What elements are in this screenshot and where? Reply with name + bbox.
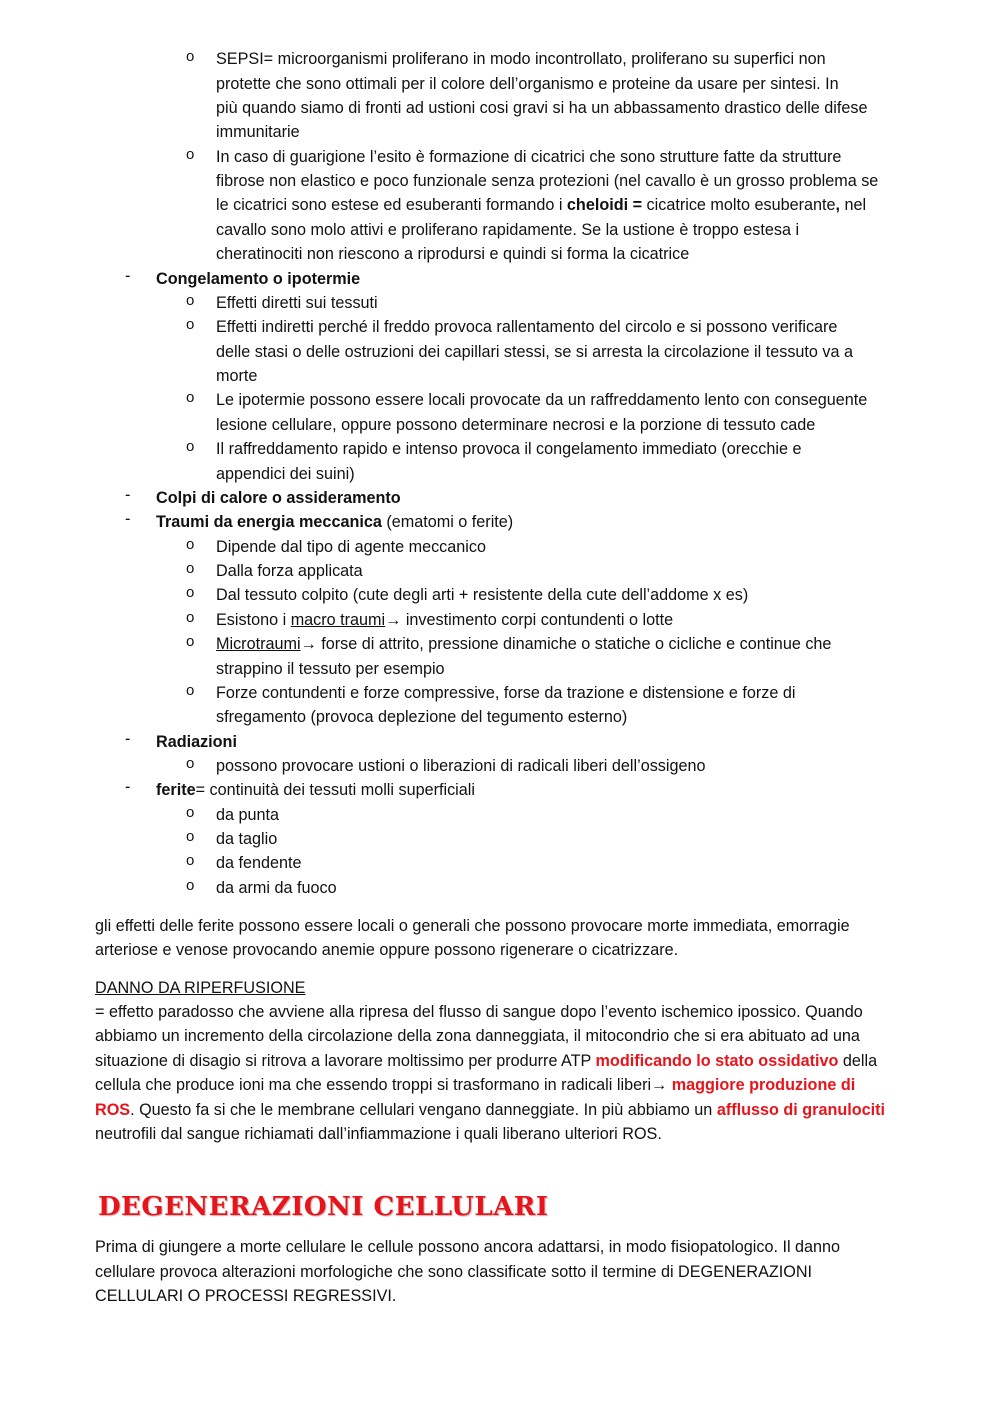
- congelamento-item-4-line-1: Il raffreddamento rapido e intenso provoca il congelamento immediato (orecchie e: [216, 440, 802, 458]
- section-title: DEGENERAZIONI CELLULARI: [98, 1192, 549, 1222]
- dash-bullet: -: [125, 267, 131, 285]
- degenerazioni-line-3: CELLULARI O PROCESSI REGRESSIVI.: [95, 1287, 397, 1305]
- circle-bullet: o: [186, 609, 195, 626]
- circle-bullet: o: [186, 389, 195, 406]
- text-span: le cicatrici sono estese ed esuberanti formando i: [216, 196, 567, 214]
- heading-text: Traumi da energia meccanica: [156, 513, 382, 531]
- circle-bullet: o: [186, 292, 195, 309]
- traumi-item-6-line-1: Forze contundenti e forze compressive, forse da trazione e distensione e forze di: [216, 684, 796, 702]
- heading-text: Congelamento o ipotermie: [156, 270, 361, 288]
- text-span: della: [838, 1052, 878, 1070]
- traumi-item-5-line-1: [216, 632, 831, 656]
- riperfusione-line-1: = effetto paradosso che avviene alla ripresa del flusso di sangue dopo l’evento ischemico ipossico. Quando: [95, 1003, 863, 1021]
- traumi-heading: [156, 510, 513, 534]
- macro-traumi-term: macro traumi: [290, 611, 386, 629]
- circle-bullet: o: [186, 536, 195, 553]
- circle-bullet: o: [186, 682, 195, 699]
- sepsi-line-3: più quando siamo di fronti ad ustioni cosi gravi si ha un abbassamento drastico delle difese: [216, 99, 868, 117]
- circle-bullet: o: [186, 48, 195, 65]
- highlight-text: ROS: [95, 1101, 131, 1119]
- riperfusione-heading: DANNO DA RIPERFUSIONE: [95, 979, 306, 997]
- sepsi-line-1: SEPSI= microorganismi proliferano in modo incontrollato, proliferano su superfici non: [216, 50, 826, 68]
- traumi-item-5-line-2: strappino il tessuto per esempio: [216, 660, 445, 678]
- heading-text: ferite: [156, 781, 196, 799]
- guarigione-line-4: cavallo sono molo attivi e proliferano rapidamente. Se la ustione è troppo estesa i: [216, 221, 800, 239]
- degenerazioni-line-2: cellulare provoca alterazioni morfologiche che sono classificate sotto il termine di DEGENERAZIONI: [95, 1263, 813, 1281]
- ferite-item-4: da armi da fuoco: [216, 879, 337, 897]
- heading-text: Colpi di calore o assideramento: [156, 489, 401, 507]
- bold-comma: ,: [835, 196, 840, 214]
- highlight-text: modificando lo stato ossidativo: [595, 1052, 839, 1070]
- text-span: cellula che produce ioni ma che essendo troppi si trasformano in radicali liberi→: [95, 1076, 672, 1094]
- traumi-item-2: Dalla forza applicata: [216, 562, 363, 580]
- highlight-text: maggiore produzione di: [671, 1076, 856, 1094]
- circle-bullet: o: [186, 316, 195, 333]
- text-span: situazione di disagio si ritrova a lavorare moltissimo per produrre ATP: [95, 1052, 596, 1070]
- traumi-item-3: Dal tessuto colpito (cute degli arti + resistente della cute dell’addome x es): [216, 586, 749, 604]
- congelamento-item-3-line-1: Le ipotermie possono essere locali provocate da un raffreddamento lento con conseguente: [216, 391, 868, 409]
- riperfusione-line-6: neutrofili dal sangue richiamati dall’infiammazione i quali liberano ulteriori ROS.: [95, 1125, 662, 1143]
- congelamento-item-3-line-2: lesione cellulare, oppure possono determinare necrosi e la porzione di tessuto cade: [216, 416, 816, 434]
- traumi-item-4: [216, 608, 673, 632]
- text-span: → forse di attrito, pressione dinamiche o statiche o cicliche e continue che: [300, 635, 832, 653]
- congelamento-item-1: Effetti diretti sui tessuti: [216, 294, 378, 312]
- riperfusione-line-4: [95, 1073, 855, 1097]
- guarigione-line-2: fibrose non elastico e poco funzionale senza protezioni (nel cavallo è un grosso problema se: [216, 172, 879, 190]
- congelamento-heading: [156, 267, 360, 291]
- sepsi-line-4: immunitarie: [216, 123, 300, 141]
- riperfusione-line-3: [95, 1049, 877, 1073]
- circle-bullet: o: [186, 633, 195, 650]
- effetti-line-2: arteriose e venose provocando anemie oppure possono rigenerare o cicatrizzare.: [95, 941, 679, 959]
- circle-bullet: o: [186, 438, 195, 455]
- text-span: cicatrice molto esuberante: [642, 196, 836, 214]
- circle-bullet: o: [186, 560, 195, 577]
- sepsi-line-2: protette che sono ottimali per il colore dell’organismo e proteine da usare per sintesi. In: [216, 75, 839, 93]
- microtraumi-term: Microtraumi: [216, 635, 301, 653]
- traumi-item-6-line-2: sfregamento (provoca deplezione del tegumento esterno): [216, 708, 628, 726]
- heading-text: Radiazioni: [156, 733, 237, 751]
- circle-bullet: o: [186, 584, 195, 601]
- guarigione-line-5: cheratinociti non riescono a riprodursi e quindi si forma la cicatrice: [216, 245, 690, 263]
- highlight-text: afflusso di granulociti: [716, 1101, 885, 1119]
- circle-bullet: o: [186, 755, 195, 772]
- circle-bullet: o: [186, 877, 195, 894]
- congelamento-item-4-line-2: appendici dei suini): [216, 465, 355, 483]
- radiazioni-heading: [156, 730, 237, 754]
- riperfusione-line-5: [95, 1098, 885, 1122]
- guarigione-line-3: [216, 193, 866, 217]
- colpi-heading: [156, 486, 401, 510]
- dash-bullet: -: [125, 486, 131, 504]
- dash-bullet: -: [125, 510, 131, 528]
- ferite-heading: [156, 778, 475, 802]
- congelamento-item-2-line-1: Effetti indiretti perché il freddo provoca rallentamento del circolo e si possono verificare: [216, 318, 838, 336]
- text-span: nel: [840, 196, 867, 214]
- ferite-item-3: da fendente: [216, 854, 302, 872]
- dash-bullet: -: [125, 730, 131, 748]
- text-span: . Questo fa si che le membrane cellulari vengano danneggiate. In più abbiamo un: [130, 1101, 717, 1119]
- text-span: → investimento corpi contundenti o lotte: [385, 611, 674, 629]
- ferite-item-2: da taglio: [216, 830, 278, 848]
- guarigione-line-1: In caso di guarigione l’esito è formazione di cicatrici che sono strutture fatte da strutture: [216, 148, 842, 166]
- text-span: = continuità dei tessuti molli superficiali: [195, 781, 475, 799]
- congelamento-item-2-line-3: morte: [216, 367, 258, 385]
- circle-bullet: o: [186, 828, 195, 845]
- text-span: (ematomi o ferite): [381, 513, 514, 531]
- degenerazioni-line-1: Prima di giungere a morte cellulare le cellule possono ancora adattarsi, in modo fisiopatologico. Il danno: [95, 1238, 841, 1256]
- circle-bullet: o: [186, 804, 195, 821]
- effetti-line-1: gli effetti delle ferite possono essere locali o generali che possono provocare morte immediata, emorragie: [95, 917, 850, 935]
- circle-bullet: o: [186, 146, 195, 163]
- cheloidi-term: cheloidi =: [566, 196, 643, 214]
- riperfusione-line-2: abbiamo un incremento della circolazione della zona danneggiata, il mitocondrio che si era abituato ad una: [95, 1027, 860, 1045]
- circle-bullet: o: [186, 852, 195, 869]
- radiazioni-item-1: possono provocare ustioni o liberazioni di radicali liberi dell’ossigeno: [216, 757, 706, 775]
- traumi-item-1: Dipende dal tipo di agente meccanico: [216, 538, 486, 556]
- text-span: Esistono i: [216, 611, 291, 629]
- ferite-item-1: da punta: [216, 806, 280, 824]
- congelamento-item-2-line-2: delle stasi o delle ostruzioni dei capillari stessi, se si arresta la circolazione il tessuto va a: [216, 343, 854, 361]
- dash-bullet: -: [125, 778, 131, 796]
